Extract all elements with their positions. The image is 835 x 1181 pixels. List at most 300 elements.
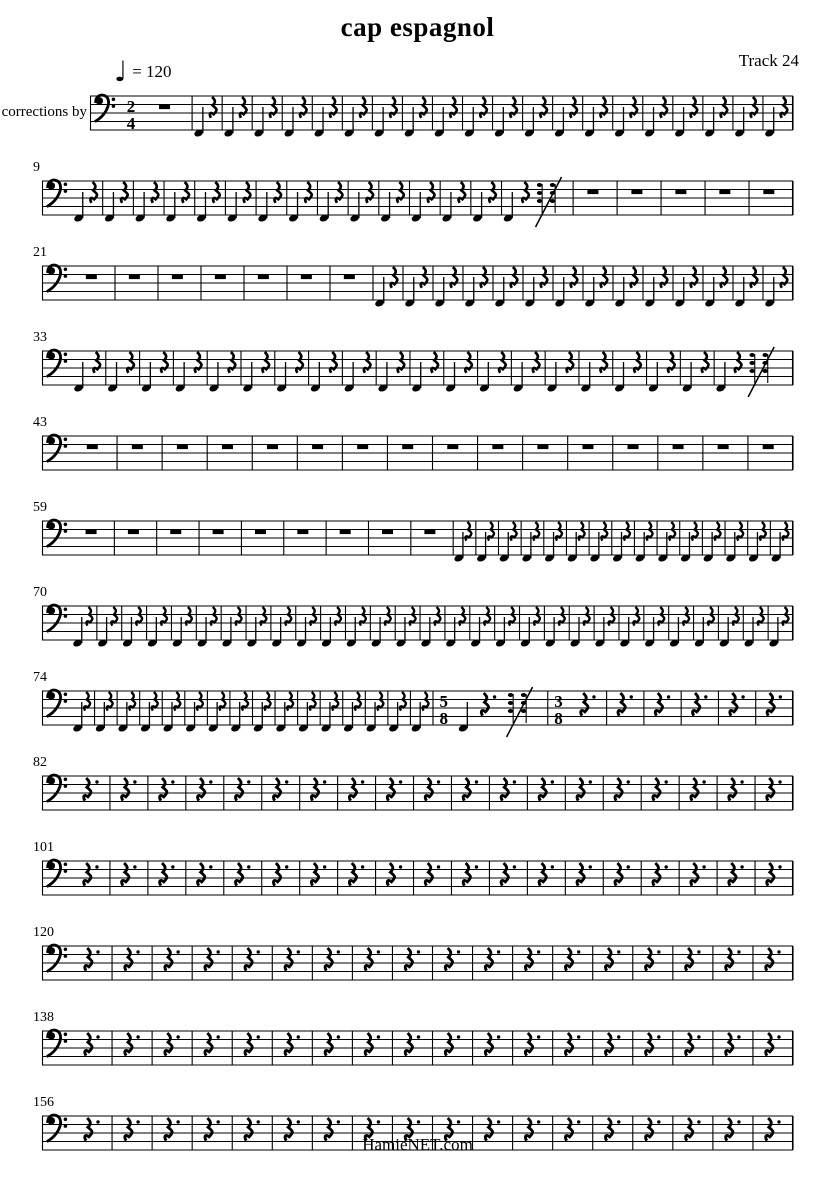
nrd-group (396, 606, 421, 648)
nr-group (319, 181, 348, 223)
measure-number: 156 (33, 1095, 54, 1110)
nr-group (445, 351, 477, 393)
quarter-rest (729, 863, 736, 886)
quarter-rest (431, 352, 438, 373)
bass-clef-icon (47, 945, 67, 972)
nr-group (734, 266, 763, 308)
nrd-group (499, 521, 521, 563)
nrd-group (97, 606, 122, 648)
quarter-rest (405, 1033, 412, 1056)
nr-group (614, 351, 646, 393)
nr-group (73, 351, 105, 393)
quarter-rest (735, 352, 742, 373)
quarter-rest (367, 182, 374, 203)
nrd-group (366, 691, 388, 733)
measure-number: 120 (33, 925, 54, 940)
quarter-rest (767, 693, 774, 716)
nrd-group (619, 606, 644, 648)
nrd-group (208, 691, 230, 733)
quarter-rest (236, 778, 243, 801)
quarter-rest (606, 1033, 613, 1056)
quarter-rest (198, 863, 205, 886)
staff-lines (42, 776, 793, 810)
nr-group (104, 181, 133, 223)
quarter-rest (330, 352, 337, 373)
quarter-rest (767, 778, 774, 801)
ts-group (440, 692, 449, 728)
quarter-rest (451, 267, 458, 288)
nrd-group (321, 606, 346, 648)
nrd-group (230, 691, 252, 733)
quarter-rest (122, 863, 129, 886)
quarter-rest (463, 778, 470, 801)
nr-group (135, 181, 164, 223)
quarter-rest (236, 863, 243, 886)
nrd-group (635, 521, 657, 563)
quarter-rest (205, 948, 212, 971)
quarter-rest (767, 863, 774, 886)
nrd-group (744, 606, 769, 648)
quarter-rest (391, 267, 398, 288)
quarter-rest (600, 352, 607, 373)
bass-clef-icon (47, 435, 67, 462)
quarter-rest (84, 778, 91, 801)
nrd-group (320, 691, 342, 733)
nr-group (141, 351, 173, 393)
nrd-group (147, 606, 172, 648)
grace-cluster (507, 687, 533, 737)
staff-lines (42, 861, 793, 895)
quarter-rest (485, 948, 492, 971)
quarter-rest (489, 182, 496, 203)
nr-group (644, 266, 673, 308)
quarter-rest (360, 97, 367, 118)
nrd-group (296, 606, 321, 648)
nrd-group (771, 521, 793, 563)
nrd-group (246, 606, 271, 648)
quarter-rest (661, 267, 668, 288)
quarter-rest (686, 1033, 693, 1056)
quarter-rest (525, 1033, 532, 1056)
staff-system (0, 1019, 835, 1083)
nr-group (682, 351, 714, 393)
nr-group (404, 96, 433, 138)
nrd-group (589, 521, 611, 563)
quarter-rest (600, 97, 607, 118)
nr-group (513, 351, 545, 393)
nr-group (175, 351, 207, 393)
quarter-rest (465, 352, 472, 373)
quarter-rest (691, 863, 698, 886)
nr-group (208, 351, 240, 393)
quarter-rest (726, 1033, 733, 1056)
quarter-rest (325, 1033, 332, 1056)
quarter-rest (311, 863, 318, 886)
nr-group (524, 266, 553, 308)
quarter-rest (499, 352, 506, 373)
nr-group (242, 351, 274, 393)
nrd-group (95, 691, 117, 733)
quarter-rest (165, 948, 172, 971)
quarter-rest (646, 1033, 653, 1056)
quarter-rest (390, 97, 397, 118)
quarter-rest (781, 97, 788, 118)
nrd-group (768, 606, 793, 648)
nrd-group (72, 691, 94, 733)
quarter-rest (405, 948, 412, 971)
quarter-rest (693, 693, 700, 716)
nr-group (734, 96, 763, 138)
quarter-rest (84, 863, 91, 886)
quarter-rest (93, 352, 100, 373)
nr-group (434, 96, 463, 138)
nrd-group (420, 606, 445, 648)
quarter-rest (229, 352, 236, 373)
quarter-rest (245, 1033, 252, 1056)
quarter-rest (751, 267, 758, 288)
nr-group (494, 96, 523, 138)
nr-group (764, 96, 793, 138)
nrd-group (388, 691, 410, 733)
quarter-rest (425, 863, 432, 886)
quarter-rest (567, 352, 574, 373)
nr-group (554, 266, 583, 308)
nr-group (227, 181, 256, 223)
nrd-group (657, 521, 679, 563)
quarter-rest (365, 948, 372, 971)
nrd-group (343, 691, 365, 733)
tempo-marking (114, 55, 172, 88)
quarter-rest (125, 1033, 132, 1056)
quarter-rest (296, 352, 303, 373)
svg-text:8: 8 (439, 709, 449, 728)
svg-text:5: 5 (439, 692, 449, 711)
nr-group (614, 266, 643, 308)
nrd-group (221, 606, 246, 648)
quarter-rest (726, 948, 733, 971)
nrd-group (521, 521, 543, 563)
quarter-rest (121, 182, 128, 203)
quarter-rest (480, 97, 487, 118)
nrd-group (346, 606, 371, 648)
quarter-rest (85, 948, 92, 971)
bass-clef-icon (47, 520, 67, 547)
quarter-rest (541, 267, 548, 288)
quarter-rest (420, 97, 427, 118)
nr-group (314, 96, 343, 138)
bass-clef-icon (47, 265, 67, 292)
svg-text:2: 2 (126, 97, 136, 116)
quarter-note-icon: ♩ (114, 55, 128, 88)
quarter-rest (571, 267, 578, 288)
nr-group (284, 96, 313, 138)
quarter-rest (634, 352, 641, 373)
quarter-rest (481, 267, 488, 288)
quarter-rest (615, 778, 622, 801)
quarter-rest (425, 778, 432, 801)
quarter-rest (501, 863, 508, 886)
quarter-rest (511, 267, 518, 288)
quarter-rest (481, 693, 488, 716)
nrd-group (694, 606, 719, 648)
nrd-group (445, 606, 470, 648)
quarter-rest (691, 267, 698, 288)
nr-group (584, 96, 613, 138)
quarter-rest (262, 352, 269, 373)
quarter-rest (570, 97, 577, 118)
quarter-rest (686, 948, 693, 971)
quarter-rest (387, 863, 394, 886)
nrd-group (271, 606, 296, 648)
quarter-rest (273, 778, 280, 801)
quarter-rest (631, 267, 638, 288)
time-signature (440, 692, 449, 728)
nrd-group (725, 521, 747, 563)
ts-group (127, 97, 136, 133)
quarter-rest (702, 352, 709, 373)
quarter-rest (198, 778, 205, 801)
quarter-rest (152, 182, 159, 203)
quarter-rest (244, 182, 251, 203)
quarter-rest (182, 182, 189, 203)
quarter-rest (525, 948, 532, 971)
quarter-rest (270, 97, 277, 118)
quarter-rest (751, 97, 758, 118)
nr-group (404, 266, 433, 308)
quarter-rest (285, 1033, 292, 1056)
quarter-rest (213, 182, 220, 203)
quarter-rest (721, 97, 728, 118)
nrd-group (680, 521, 702, 563)
quarter-rest (336, 182, 343, 203)
quarter-rest (397, 182, 404, 203)
quarter-rest (501, 778, 508, 801)
svg-text:3: 3 (554, 692, 563, 711)
nrd-group (453, 521, 475, 563)
nr-group (165, 181, 194, 223)
nrd-group (495, 606, 520, 648)
measure-number: 74 (33, 670, 47, 685)
bass-clef-icon (95, 95, 115, 122)
bass-clef-icon (47, 775, 67, 802)
nr-group (704, 96, 733, 138)
quarter-rest (485, 1033, 492, 1056)
quarter-rest (729, 778, 736, 801)
nrd-group (172, 606, 197, 648)
grace-cluster (536, 177, 562, 227)
nrd-group (185, 691, 207, 733)
quarter-rest (165, 1033, 172, 1056)
nrd-group (411, 691, 433, 733)
bass-clef-icon (47, 180, 67, 207)
nrd-group (669, 606, 694, 648)
quarter-rest (122, 778, 129, 801)
quarter-rest (522, 182, 529, 203)
nrd-group (117, 691, 139, 733)
nr-group (674, 266, 703, 308)
quarter-rest (661, 97, 668, 118)
score-title: cap espagnol (340, 12, 495, 42)
quarter-rest (668, 352, 675, 373)
staff-system (0, 509, 835, 573)
nr-group (472, 181, 501, 223)
bass-clef-icon (47, 1030, 67, 1057)
quarter-rest (510, 97, 517, 118)
quarter-rest (445, 1033, 452, 1056)
nr-group (257, 181, 286, 223)
nr-group (614, 96, 643, 138)
ngr-group (715, 347, 793, 397)
nr-group (764, 266, 793, 308)
nr-group (580, 351, 612, 393)
quarter-rest (577, 778, 584, 801)
staff-system (0, 679, 835, 743)
quarter-rest (766, 948, 773, 971)
quarter-rest (539, 778, 546, 801)
nr-group (704, 266, 733, 308)
quarter-rest (450, 97, 457, 118)
quarter-rest (721, 267, 728, 288)
measure-number: 82 (33, 755, 47, 770)
quarter-rest (365, 1033, 372, 1056)
quarter-rest (781, 267, 788, 288)
quarter-rest (273, 863, 280, 886)
measure-number: 59 (33, 500, 47, 515)
quarter-rest (565, 1033, 572, 1056)
nr-group (223, 96, 252, 138)
nrd-group (122, 606, 147, 648)
nr-group (288, 181, 317, 223)
measure-number: 21 (33, 245, 47, 260)
quarter-rest (463, 863, 470, 886)
nrd-group (567, 521, 589, 563)
bass-clef-icon (47, 350, 67, 377)
bass-clef-icon (47, 605, 67, 632)
staff-system (0, 254, 835, 318)
nr-group (310, 351, 342, 393)
staff-system (0, 424, 835, 488)
quarter-rest (210, 97, 217, 118)
quarter-rest (195, 352, 202, 373)
nr-group (584, 266, 613, 308)
quarter-rest (349, 863, 356, 886)
measure-number: 9 (33, 160, 40, 175)
nrd-group (644, 606, 669, 648)
nr-group (344, 96, 373, 138)
quarter-rest (160, 778, 167, 801)
nr-group (374, 266, 403, 308)
nr-group (107, 351, 139, 393)
quarter-rest (577, 863, 584, 886)
credit-label: corrections by (1, 104, 87, 120)
nr-group (380, 181, 409, 223)
quarter-rest (539, 863, 546, 886)
svg-text:4: 4 (126, 114, 136, 133)
quarter-rest (646, 948, 653, 971)
nr-group (554, 96, 583, 138)
tempo-value: = 120 (132, 62, 172, 81)
nr-group (464, 266, 493, 308)
nr-group (524, 96, 553, 138)
grace-cluster (748, 347, 774, 397)
nrd-group (612, 521, 634, 563)
nrd-group (275, 691, 297, 733)
measure-number: 33 (33, 330, 47, 345)
quarter-rest (653, 863, 660, 886)
quarter-rest (540, 97, 547, 118)
bass-clef-icon (47, 690, 67, 717)
staff-system (0, 849, 835, 913)
nr-group (349, 181, 378, 223)
time-signature (127, 97, 136, 133)
nrd-group (163, 691, 185, 733)
staff-system (0, 84, 835, 148)
nrd-group (140, 691, 162, 733)
quarter-rest (325, 948, 332, 971)
bass-clef-icon (47, 860, 67, 887)
quarter-rest (160, 863, 167, 886)
quarter-rest (125, 948, 132, 971)
staff-lines (90, 96, 793, 130)
nrd-group (719, 606, 744, 648)
quarter-rest (127, 352, 134, 373)
nrd-group (545, 606, 570, 648)
quarter-rest (606, 948, 613, 971)
quarter-rest (398, 352, 405, 373)
nrd-group (253, 691, 275, 733)
nr-group (441, 181, 470, 223)
nrd-group (570, 606, 595, 648)
nr-group (464, 96, 493, 138)
quarter-rest (311, 778, 318, 801)
quarter-rest (300, 97, 307, 118)
staff-system (0, 764, 835, 828)
quarter-rest (653, 778, 660, 801)
nr-group (254, 96, 283, 138)
measure-number: 70 (33, 585, 47, 600)
quarter-rest (691, 97, 698, 118)
ngr-group (503, 177, 573, 227)
staff-system (0, 169, 835, 233)
nrd-group (594, 606, 619, 648)
measure-number: 101 (33, 840, 54, 855)
nr-group (276, 351, 308, 393)
quarter-rest (285, 948, 292, 971)
staff-lines (42, 521, 793, 555)
quarter-rest (691, 778, 698, 801)
footer-credit: HamieNET.com (362, 1135, 473, 1154)
nr-group (546, 351, 578, 393)
nr-group (479, 351, 511, 393)
quarter-rest (305, 182, 312, 203)
quarter-rest (655, 693, 662, 716)
nr-group (648, 351, 680, 393)
staff-system (0, 339, 835, 403)
quarter-rest (730, 693, 737, 716)
quarter-rest (421, 267, 428, 288)
quarter-rest (601, 267, 608, 288)
nr-group (411, 351, 443, 393)
nrd-group (371, 606, 396, 648)
quarter-rest (245, 948, 252, 971)
quarter-rest (85, 1033, 92, 1056)
quarter-rest (581, 693, 588, 716)
quarter-rest (330, 97, 337, 118)
nrd-group (476, 521, 498, 563)
nrd-group (470, 606, 495, 648)
quarter-rest (240, 97, 247, 118)
measure-number: 138 (33, 1010, 54, 1025)
